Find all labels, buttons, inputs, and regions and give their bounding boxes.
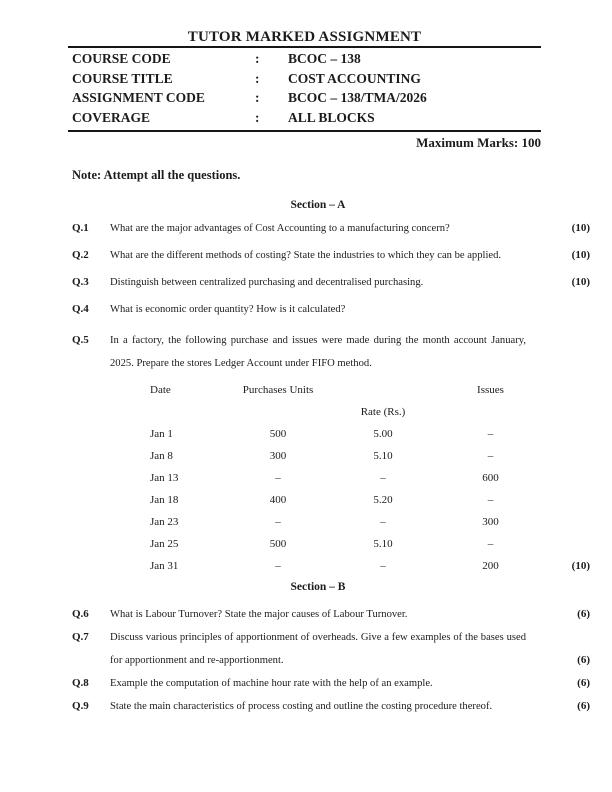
ledger-row	[148, 467, 590, 489]
cell-purchases: 400	[269, 494, 287, 506]
page-title: TUTOR MARKED ASSIGNMENT	[187, 29, 422, 45]
col-header-issues: Issues	[477, 384, 504, 396]
section-a-questions	[72, 217, 590, 375]
question-number: Q.9	[72, 700, 89, 712]
cell-purchases: –	[275, 560, 281, 572]
colon-separator: :	[255, 51, 260, 66]
cell-rate: 5.10	[373, 538, 393, 550]
cell-purchases: –	[275, 516, 281, 528]
question-number: Q.6	[72, 608, 89, 620]
col-header-date: Date	[150, 384, 171, 396]
cell-purchases: 500	[269, 428, 287, 440]
question-marks: (10)	[571, 560, 590, 572]
coverage-label: COVERAGE	[72, 109, 151, 125]
ledger-row	[148, 489, 590, 511]
question-marks: (6)	[577, 677, 590, 689]
question-number: Q.3	[72, 276, 89, 288]
cell-date: Jan 18	[150, 494, 179, 506]
question-marks: (10)	[571, 249, 590, 261]
cell-marks	[548, 533, 590, 555]
question-row	[72, 603, 590, 626]
question-marks: (6)	[577, 700, 590, 712]
cell-rate: –	[380, 516, 386, 528]
max-marks: Maximum Marks: 100	[416, 135, 541, 150]
question-row	[72, 298, 590, 321]
cell-marks	[548, 467, 590, 489]
question-row	[72, 244, 590, 267]
course-info-row	[68, 108, 541, 128]
section-b-questions	[72, 603, 590, 718]
cell-marks	[548, 489, 590, 511]
question-number: Q.7	[72, 631, 89, 643]
question-text: In a factory, the following purchase and issues were made during the month account January, 2025. Prepare the stores Ledger Account under FIFO method.	[110, 335, 526, 369]
question-number: Q.2	[72, 249, 89, 261]
question-row	[72, 329, 590, 375]
cell-marks	[548, 445, 590, 467]
cell-issues: –	[487, 538, 494, 550]
course-title-label: COURSE TITLE	[72, 70, 173, 86]
cell-issues: 300	[482, 516, 499, 528]
question-text: Distinguish between centralized purchasing and decentralised purchasing.	[110, 277, 424, 288]
question-number: Q.4	[72, 303, 89, 315]
section-a-heading: Section – A	[290, 199, 346, 211]
cell-date: Jan 8	[150, 450, 173, 462]
cell-purchases: 300	[269, 450, 287, 462]
cell-rate: 5.20	[373, 494, 393, 506]
col-header-rate: Rate (Rs.)	[360, 406, 406, 418]
cell-rate: –	[380, 472, 386, 484]
cell-issues: –	[487, 494, 494, 506]
ledger-row	[148, 555, 590, 577]
colon-separator: :	[255, 90, 260, 105]
section-b-heading: Section – B	[290, 581, 346, 593]
cell-purchases: –	[275, 472, 281, 484]
ledger-row	[148, 511, 590, 533]
cell-rate: 5.00	[373, 428, 393, 440]
cell-issues: –	[487, 428, 494, 440]
question-text: Example the computation of machine hour rate with the help of an example.	[110, 678, 433, 689]
cell-date: Jan 13	[150, 472, 179, 484]
cell-rate: –	[380, 560, 386, 572]
assignment-header	[68, 28, 541, 152]
question-row	[72, 626, 590, 672]
ledger-header-row	[148, 379, 590, 401]
question-text: What is Labour Turnover? State the major causes of Labour Turnover.	[110, 609, 408, 620]
course-code-value: BCOC – 138	[288, 51, 361, 66]
question-text: State the main characteristics of process costing and outline the costing procedure thereof.	[110, 701, 493, 712]
cell-date: Jan 23	[150, 516, 179, 528]
colon-separator: :	[255, 70, 260, 86]
ledger-row	[148, 533, 590, 555]
course-code-label: COURSE CODE	[72, 51, 171, 66]
question-row	[72, 271, 590, 294]
question-marks: (10)	[571, 276, 590, 288]
ledger-row	[148, 445, 590, 467]
cell-date: Jan 25	[150, 538, 179, 550]
course-title-value: COST ACCOUNTING	[288, 70, 421, 86]
cell-date: Jan 31	[150, 560, 179, 572]
cell-issues: 600	[482, 472, 499, 484]
question-row	[72, 672, 590, 695]
col-header-spacer	[333, 379, 433, 401]
question-row	[72, 695, 590, 718]
col-header-purchases: Purchases Units	[242, 384, 314, 396]
question-row	[72, 217, 590, 240]
cell-rate: 5.10	[373, 450, 393, 462]
question-text: What are the different methods of costing? State the industries to which they can be applied.	[110, 250, 502, 261]
question-text: What is economic order quantity? How is it calculated?	[110, 304, 346, 315]
cell-marks	[548, 423, 590, 445]
cell-marks	[548, 511, 590, 533]
cell-issues: –	[487, 450, 494, 462]
stores-ledger-table	[148, 379, 590, 577]
question-number: Q.5	[72, 334, 89, 346]
cell-date: Jan 1	[150, 428, 173, 440]
colon-separator: :	[255, 109, 260, 125]
assignment-code-label: ASSIGNMENT CODE	[72, 90, 205, 105]
note: Note: Attempt all the questions.	[72, 168, 241, 182]
ledger-row	[148, 423, 590, 445]
question-marks: (10)	[571, 222, 590, 234]
course-info-row	[68, 49, 541, 69]
question-number: Q.1	[72, 222, 89, 234]
question-marks: (6)	[577, 608, 590, 620]
cell-issues: 200	[482, 560, 499, 572]
assignment-code-value: BCOC – 138/TMA/2026	[288, 90, 427, 105]
question-marks: (6)	[577, 654, 590, 666]
course-info-row	[68, 69, 541, 89]
question-text: What are the major advantages of Cost Accounting to a manufacturing concern?	[110, 223, 450, 234]
ledger-subheader-row	[148, 401, 590, 423]
cell-purchases: 500	[269, 538, 287, 550]
course-info-row	[68, 88, 541, 108]
coverage-value: ALL BLOCKS	[288, 109, 375, 125]
course-info-table	[68, 46, 541, 132]
question-text: Discuss various principles of apportionment of overheads. Give a few examples of the bases used for apportionment and re-apportionment.	[110, 632, 526, 666]
question-number: Q.8	[72, 677, 89, 689]
